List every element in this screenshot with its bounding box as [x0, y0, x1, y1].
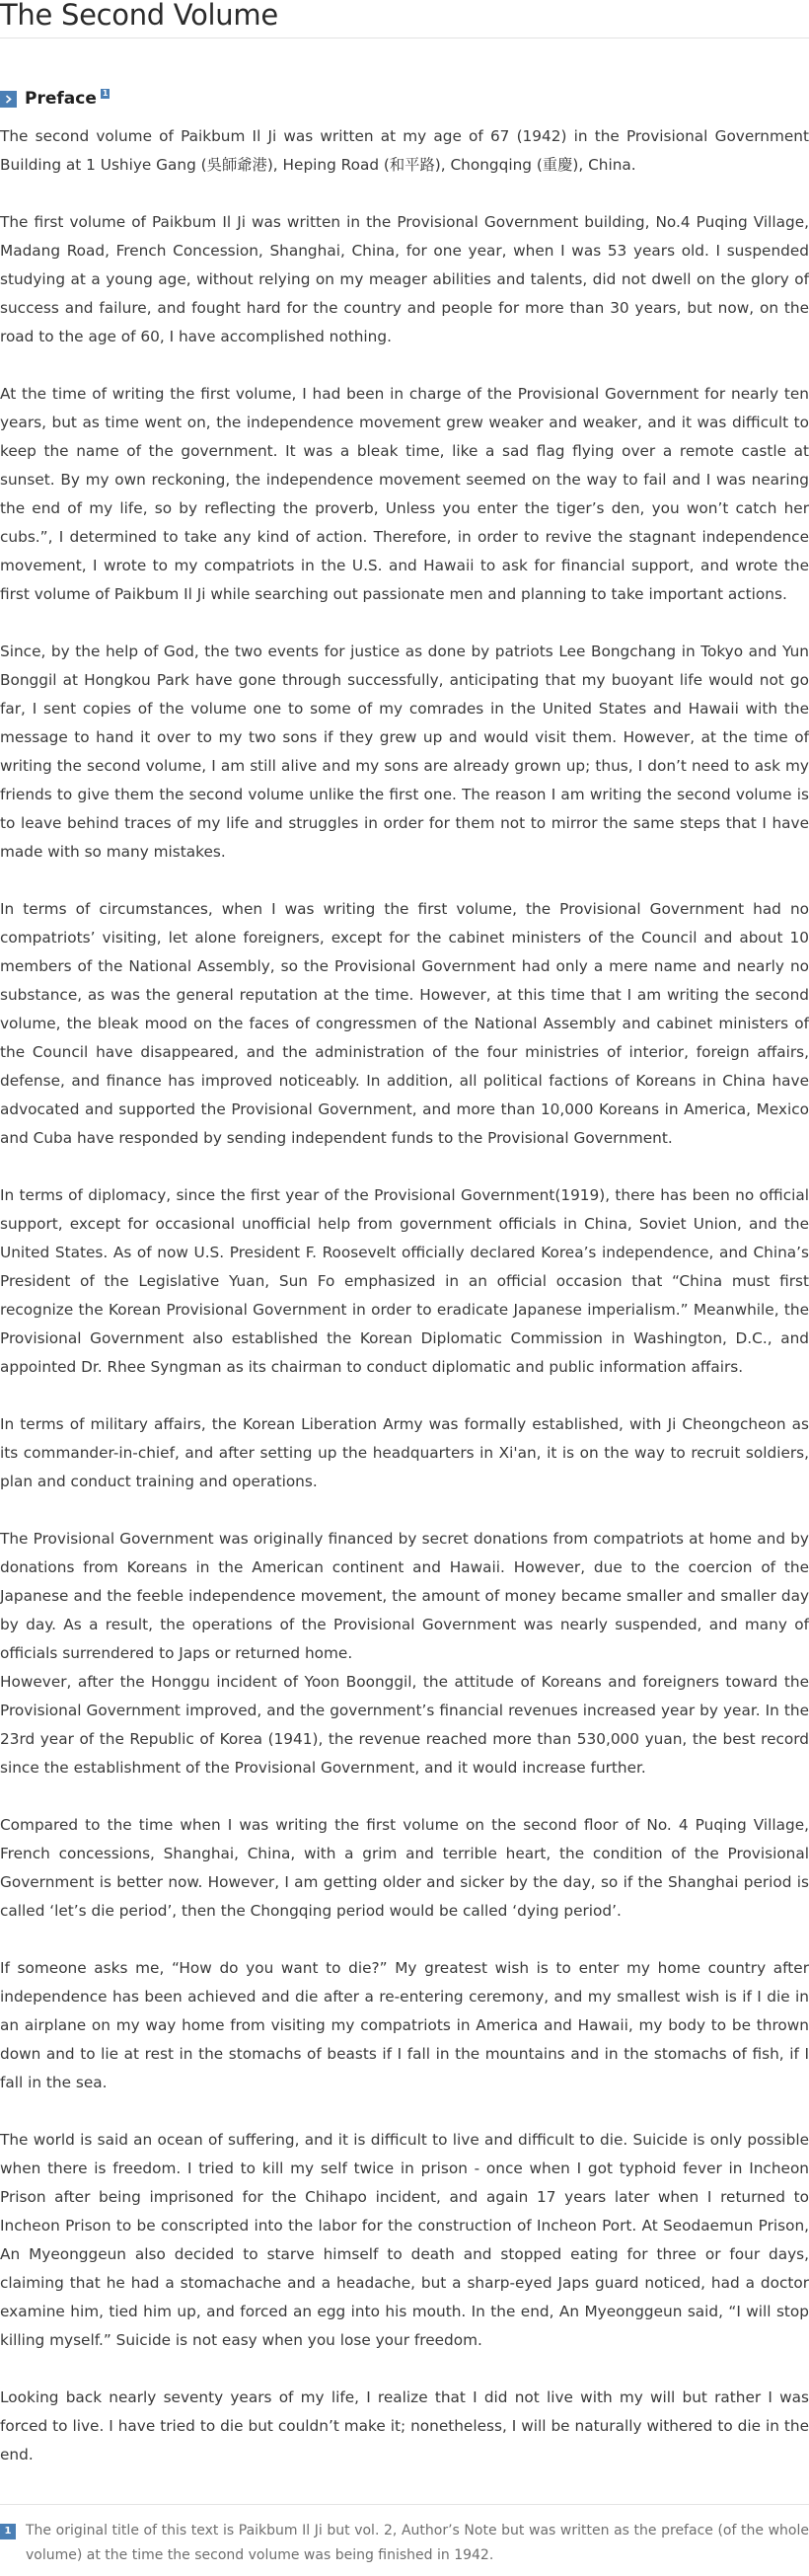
paragraph-5: In terms of circumstances, when I was writing the first volume, the Provisional Government had no compatriots’ visiting, let alone foreigners, except for the cabinet ministers of the Council and about 10 members of the National Assembly, so the Provisional Government had only a mere name and nearly no substance, as was the general reputation at the time. However, at this time that I am writing the second volume, the bleak mood on the faces of congressmen of the National Assembly and cabinet ministers of the Council have disappeared, and the administration of the four ministries of interior, foreign affairs, defense, and finance has improved noticeably. In addition, all political factions of Koreans in China have advocated and supported the Provisional Government, and more than 10,000 Koreans in America, Mexico and Cuba have responded by sending independent funds to the Provisional Government.: [0, 900, 809, 1147]
paragraph-1: The second volume of Paikbum Il Ji was written at my age of 67 (1942) in the Provisional Government Building at 1 Ushiye Gang (吳師爺港), Heping Road (和平路), Chongqing (重慶), China.: [0, 127, 809, 174]
paragraph-7: In terms of military affairs, the Korean Liberation Army was formally established, with Ji Cheongcheon as its commander-in-chief, and after setting up the headquarters in Xi'an, it is on the way to recruit soldiers, plan and conduct training and operations.: [0, 1415, 809, 1490]
paragraph-11: If someone asks me, “How do you want to die?” My greatest wish is to enter my home country after independence has been achieved and die after a re-entering ceremony, and my smallest wish is if I die in an airplane on my way home from visiting my compatriots in America and Hawaii, my body to be thrown down and to lie at rest in the stomachs of beasts if I fall in the mountains and in the stomachs of fish, if I fall in the sea.: [0, 1959, 809, 2091]
paragraph-12: The world is said an ocean of suffering, and it is difficult to live and difficult to die. Suicide is only possible when there is freedom. I tried to kill my self twice in prison - once when I got typhoid fever in Incheon Prison after being imprisoned for the Chihapo incident, and again 17 years later when I returned to Incheon Prison to be conscripted into the labor for the construction of Incheon Port. At Seodaemun Prison, An Myeonggeun also decided to starve himself to death and stopped eating for three or four days, claiming that he had a stomachache and a headache, but a sharp-eyed Japs guard noticed, had a doctor examine him, tied him up, and forced an egg into his mouth. In the end, An Myeonggeun said, “I will stop killing myself.” Suicide is not easy when you lose your freedom.: [0, 2131, 809, 2349]
paragraph-6: In terms of diplomacy, since the first year of the Provisional Government(1919), there has been no official support, except for occasional unofficial help from government officials in China, Soviet Union, and the United States. As of now U.S. President F. Roosevelt officially declared Korea’s independence, and China’s President of the Legislative Yuan, Sun Fo emphasized in an official occasion that “China must first recognize the Korean Provisional Government in order to eradicate Japanese imperialism.” Meanwhile, the Provisional Government also established the Korean Diplomatic Commission in Washington, D.C., and appointed Dr. Rhee Syngman as its chairman to conduct diplomatic and public information affairs.: [0, 1186, 809, 1376]
page-title: The Second Volume: [0, 0, 278, 32]
footnotes-section: [0, 2504, 809, 2568]
footnote-text: The original title of this text is Paikbum Il Ji but vol. 2, Author’s Note but was written as the preface (of the whole volume) at the time the second volume was being finished in 1942.: [26, 2523, 809, 2563]
footnote-marker[interactable]: 1: [0, 2524, 16, 2539]
body-text: [0, 122, 809, 2469]
section-title: Preface: [25, 89, 97, 109]
paragraph-4: Since, by the help of God, the two events for justice as done by patriots Lee Bongchang in Tokyo and Yun Bonggil at Hongkou Park have gone through successfully, anticipating that my buoyant life would not go far, I sent copies of the volume one to some of my comrades in the United States and Hawaii with the message to hand it over to my two sons if they grew up and would visit them. However, at the time of writing the second volume, I am still alive and my sons are already grown up; thus, I don’t need to ask my friends to give them the second volume unlike the first one. The reason I am writing the second volume is to leave behind traces of my life and struggles in order for them not to mirror the same steps that I have made with so many mistakes.: [0, 643, 809, 861]
paragraph-9: However, after the Honggu incident of Yoon Boonggil, the attitude of Koreans and foreigners toward the Provisional Government improved, and the government’s financial revenues increased year by year. In the 23rd year of the Republic of Korea (1941), the revenue reached more than 530,000 yuan, the best record since the establishment of the Provisional Government, and it would increase further.: [0, 1673, 809, 1777]
paragraph-8: The Provisional Government was originally financed by secret donations from compatriots at home and by donations from Koreans in the American continent and Hawaii. However, due to the coercion of the Japanese and the feeble independence movement, the amount of money became smaller and smaller day by day. As a result, the operations of the Provisional Government was nearly suspended, and many of officials surrendered to Japs or returned home.: [0, 1530, 809, 1662]
footnote-ref-marker[interactable]: 1: [102, 89, 109, 98]
section-header: [0, 89, 809, 109]
chevron-right-icon[interactable]: [0, 91, 17, 108]
paragraph-13: Looking back nearly seventy years of my life, I realize that I did not live with my will but rather I was forced to live. I have tried to die but couldn’t make it; nonetheless, I will be naturally withered to die in the end.: [0, 2388, 809, 2463]
paragraph-10: Compared to the time when I was writing the first volume on the second floor of No. 4 Puqing Village, French concessions, Shanghai, China, with a grim and terrible heart, the condition of the Provisional Government is better now. However, I am getting older and sicker by the day, so if the Shanghai period is called ‘let’s die period’, then the Chongqing period would be called ‘dying period’.: [0, 1816, 809, 1920]
paragraph-2: The first volume of Paikbum Il Ji was written in the Provisional Government building, No.4 Puqing Village, Madang Road, French Concession, Shanghai, China, for one year, when I was 53 years old. I suspended studying at a young age, without relying on my meager abilities and talents, did not dwell on the glory of success and failure, and fought hard for the country and people for more than 30 years, but now, on the road to the age of 60, I have accomplished nothing.: [0, 213, 809, 345]
footnote-divider: [0, 2504, 809, 2505]
footnote-item: [0, 2519, 809, 2568]
paragraph-3: At the time of writing the first volume, I had been in charge of the Provisional Government for nearly ten years, but as time went on, the independence movement grew weaker and weaker, and it was difficult to keep the name of the government. It was a bleak time, like a sad flag flying over a remote castle at sunset. By my own reckoning, the independence movement seemed on the way to fail and I was nearing the end of my life, so by reflecting the proverb, Unless you enter the tiger’s den, you won’t catch her cubs.”, I determined to take any kind of action. Therefore, in order to revive the stagnant independence movement, I wrote to my compatriots in the U.S. and Hawaii to ask for financial support, and wrote the first volume of Paikbum Il Ji while searching out passionate men and planning to take important actions.: [0, 385, 809, 603]
